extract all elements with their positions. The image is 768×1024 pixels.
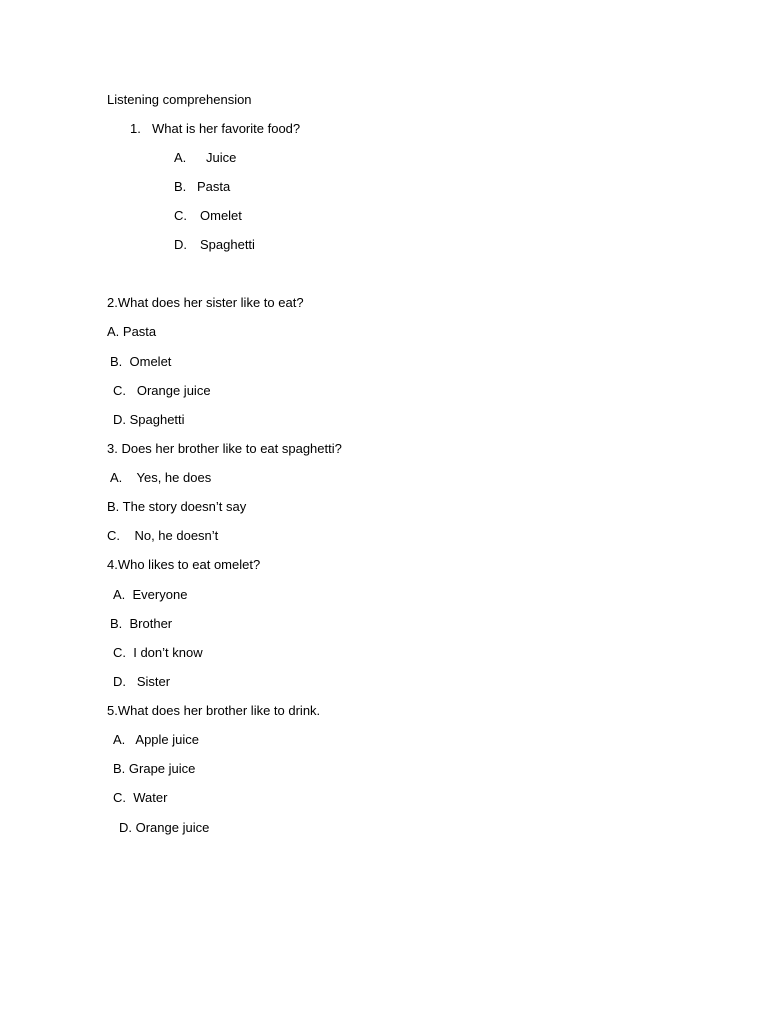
question-1-number: 1. [130, 121, 141, 136]
question-1 [130, 121, 300, 137]
q4-option-a: A. Everyone [113, 587, 188, 602]
q3-option-c: C. No, he doesn’t [107, 528, 219, 543]
q1-option-d-letter: D. [174, 237, 187, 252]
q1-option-b [174, 179, 231, 195]
q1-option-b-text: Pasta [197, 179, 231, 194]
q1-option-d [174, 237, 255, 253]
question-5: 5.What does her brother like to drink. [107, 703, 321, 718]
question-3: 3. Does her brother like to eat spaghetti? [107, 441, 342, 456]
q5-option-d: D. Orange juice [119, 820, 210, 835]
q4-option-d: D. Sister [113, 674, 171, 689]
q2-option-b: B. Omelet [110, 354, 172, 369]
q1-option-a [174, 150, 237, 166]
q2-option-c: C. Orange juice [113, 383, 211, 398]
q1-option-c-text: Omelet [200, 208, 242, 223]
q3-option-a: A. Yes, he does [110, 470, 212, 485]
q1-option-c [174, 208, 242, 224]
question-2: 2.What does her sister like to eat? [107, 295, 304, 310]
q5-option-a: A. Apple juice [113, 732, 199, 747]
q2-option-a: A. Pasta [107, 324, 157, 339]
question-1-text: What is her favorite food? [152, 121, 301, 136]
q1-option-d-text: Spaghetti [200, 237, 255, 252]
q5-option-b: B. Grape juice [113, 761, 196, 776]
q2-option-d: D. Spaghetti [113, 412, 185, 427]
q1-option-c-letter: C. [174, 208, 187, 223]
q1-option-b-letter: B. [174, 179, 187, 194]
q3-option-b: B. The story doesn’t say [107, 499, 247, 514]
question-4: 4.Who likes to eat omelet? [107, 557, 261, 572]
q1-option-a-text: Juice [206, 150, 237, 165]
page-title: Listening comprehension [107, 92, 252, 107]
q4-option-c: C. I don’t know [113, 645, 203, 660]
q1-option-a-letter: A. [174, 150, 187, 165]
q5-option-c: C. Water [113, 790, 168, 805]
q4-option-b: B. Brother [110, 616, 173, 631]
